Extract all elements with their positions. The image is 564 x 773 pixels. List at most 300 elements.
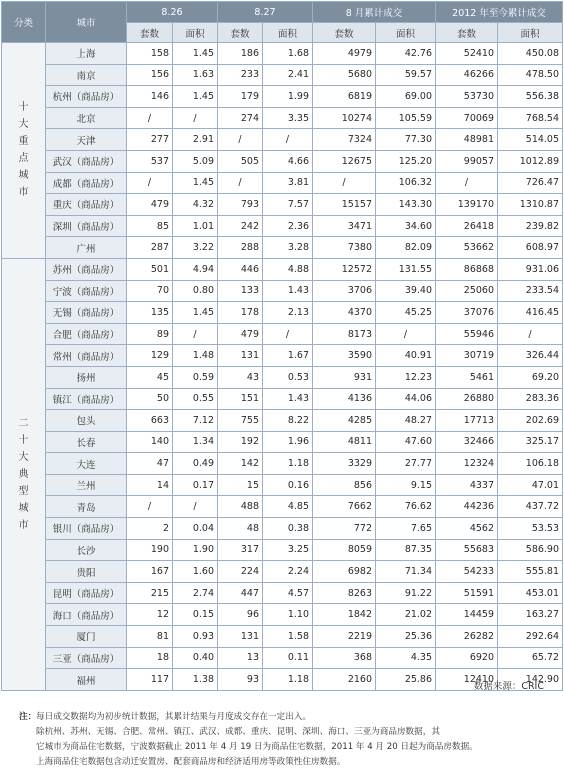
cell-units: 44236 <box>436 496 498 518</box>
section-label-char: 大 <box>18 451 29 463</box>
city-name: 广州 <box>46 237 127 259</box>
cell-units: 856 <box>313 474 376 496</box>
cell-area: 4.57 <box>263 582 313 604</box>
cell-units: 8059 <box>313 539 376 561</box>
notes <box>19 710 556 770</box>
cell-units: 10274 <box>313 107 376 129</box>
cell-area: 77.30 <box>376 129 436 151</box>
table-row <box>2 518 563 540</box>
cell-units: 488 <box>218 496 263 518</box>
cell-units: 793 <box>218 194 263 216</box>
cell-units: 215 <box>127 582 173 604</box>
cell-units: 46266 <box>436 64 498 86</box>
table-row <box>2 474 563 496</box>
table-row <box>2 345 563 367</box>
cell-units: 6920 <box>436 647 498 669</box>
section-label-char: 点 <box>18 153 29 165</box>
cell-units: 139170 <box>436 194 498 216</box>
cell-area: 106.18 <box>498 453 563 475</box>
city-name: 三亚（商品房） <box>46 647 127 669</box>
cell-units: 479 <box>218 323 263 345</box>
cell-area: 0.59 <box>173 366 218 388</box>
table-row <box>2 647 563 669</box>
cell-area: 1.48 <box>173 345 218 367</box>
table-row <box>2 64 563 86</box>
cell-units: / <box>127 496 173 518</box>
city-name: 包头 <box>46 410 127 432</box>
cell-area: 131.55 <box>376 258 436 280</box>
cell-units: 2160 <box>313 669 376 691</box>
header-row <box>2 2 563 23</box>
cell-units: 186 <box>218 43 263 65</box>
table-row <box>2 302 563 324</box>
cell-units: 131 <box>218 345 263 367</box>
cell-units: 7324 <box>313 129 376 151</box>
table-row <box>2 280 563 302</box>
cell-units: 192 <box>218 431 263 453</box>
cell-units: 140 <box>127 431 173 453</box>
city-name: 无锡（商品房） <box>46 302 127 324</box>
cell-area: 163.27 <box>498 604 563 626</box>
table-row <box>2 626 563 648</box>
city-name: 海口（商品房） <box>46 604 127 626</box>
cell-units: 446 <box>218 258 263 280</box>
cell-area: 25.86 <box>376 669 436 691</box>
cell-units: / <box>127 172 173 194</box>
cell-area: 0.93 <box>173 626 218 648</box>
city-name: 贵阳 <box>46 561 127 583</box>
cell-units: 14459 <box>436 604 498 626</box>
table-row <box>2 107 563 129</box>
cell-units: 287 <box>127 237 173 259</box>
city-name: 青岛 <box>46 496 127 518</box>
cell-units: / <box>436 172 498 194</box>
cell-units: 45 <box>127 366 173 388</box>
cell-area: 283.36 <box>498 388 563 410</box>
cell-units: 6982 <box>313 561 376 583</box>
cell-area: 2.74 <box>173 582 218 604</box>
cell-area: 39.40 <box>376 280 436 302</box>
city-name: 南京 <box>46 64 127 86</box>
cell-units: 142 <box>218 453 263 475</box>
cell-units: 12675 <box>313 150 376 172</box>
cell-units: 26418 <box>436 215 498 237</box>
table-row <box>2 129 563 151</box>
cell-area: 69.00 <box>376 86 436 108</box>
cell-units: 47 <box>127 453 173 475</box>
table-row <box>2 604 563 626</box>
cell-units: 15 <box>218 474 263 496</box>
cell-units: 48981 <box>436 129 498 151</box>
cell-area: 608.97 <box>498 237 563 259</box>
cell-area: 1.96 <box>263 431 313 453</box>
cell-area: / <box>376 323 436 345</box>
cell-units: 55683 <box>436 539 498 561</box>
city-name: 长春 <box>46 431 127 453</box>
cell-units: 274 <box>218 107 263 129</box>
cell-units: 117 <box>127 669 173 691</box>
cell-units: 4562 <box>436 518 498 540</box>
cell-area: 7.65 <box>376 518 436 540</box>
cell-area: 1.67 <box>263 345 313 367</box>
cell-units: 12 <box>127 604 173 626</box>
cell-units: 479 <box>127 194 173 216</box>
cell-area: 1.43 <box>263 388 313 410</box>
table-row <box>2 86 563 108</box>
cell-units: 54233 <box>436 561 498 583</box>
cell-area: 106.32 <box>376 172 436 194</box>
cell-units: 133 <box>218 280 263 302</box>
cell-area: 2.24 <box>263 561 313 583</box>
cell-area: 47.01 <box>498 474 563 496</box>
cell-area: 2.41 <box>263 64 313 86</box>
table-row <box>2 215 563 237</box>
cell-area: 586.90 <box>498 539 563 561</box>
cell-area: 3.35 <box>263 107 313 129</box>
city-name: 厦门 <box>46 626 127 648</box>
cell-area: 4.94 <box>173 258 218 280</box>
cell-area: 0.38 <box>263 518 313 540</box>
city-name: 扬州 <box>46 366 127 388</box>
cell-units: 4337 <box>436 474 498 496</box>
cell-area: 233.54 <box>498 280 563 302</box>
cell-area: 1.58 <box>263 626 313 648</box>
section-label-char: 十 <box>18 102 29 114</box>
cell-units: 26880 <box>436 388 498 410</box>
city-name: 长沙 <box>46 539 127 561</box>
cell-units: 52410 <box>436 43 498 65</box>
cell-area: 2.13 <box>263 302 313 324</box>
cell-area: 3.81 <box>263 172 313 194</box>
table-row <box>2 43 563 65</box>
cell-units: 96 <box>218 604 263 626</box>
city-name: 上海 <box>46 43 127 65</box>
cell-units: 43 <box>218 366 263 388</box>
table-row <box>2 410 563 432</box>
cell-units: 3471 <box>313 215 376 237</box>
cell-units: 89 <box>127 323 173 345</box>
cell-units: 156 <box>127 64 173 86</box>
cell-units: 2 <box>127 518 173 540</box>
cell-units: 4811 <box>313 431 376 453</box>
cell-area: 71.34 <box>376 561 436 583</box>
note-line: 上海商品住宅数据包含动迁安置房、配套商品房和经济适用房等政策性住房数据。 <box>36 757 346 767</box>
subheader-area: 面积 <box>263 23 313 43</box>
subheader-area: 面积 <box>173 23 218 43</box>
cell-area: 34.60 <box>376 215 436 237</box>
section-label <box>2 258 46 690</box>
cell-units: 30719 <box>436 345 498 367</box>
cell-area: 3.22 <box>173 237 218 259</box>
cell-area: 0.55 <box>173 388 218 410</box>
cell-area: 27.77 <box>376 453 436 475</box>
section-label-char: 大 <box>18 119 29 131</box>
header-category: 分类 <box>2 2 46 43</box>
section-label-char: 型 <box>18 485 29 497</box>
transaction-table <box>1 1 563 691</box>
cell-units: 4285 <box>313 410 376 432</box>
cell-units: 26282 <box>436 626 498 648</box>
header-group-ytd-total: 2012 年至今累计成交 <box>436 2 563 23</box>
city-name: 福州 <box>46 669 127 691</box>
city-name: 成都（商品房） <box>46 172 127 194</box>
header-city: 城市 <box>46 2 127 43</box>
cell-area: 2.36 <box>263 215 313 237</box>
cell-area: 556.38 <box>498 86 563 108</box>
table-row <box>2 561 563 583</box>
table-row <box>2 539 563 561</box>
cell-area: 1.01 <box>173 215 218 237</box>
cell-area: 4.85 <box>263 496 313 518</box>
cell-units: 233 <box>218 64 263 86</box>
cell-area: 91.22 <box>376 582 436 604</box>
cell-units: 4979 <box>313 43 376 65</box>
cell-area: 47.60 <box>376 431 436 453</box>
cell-units: 25060 <box>436 280 498 302</box>
data-source: 数据来源：CRIC <box>473 681 544 692</box>
cell-units: 14 <box>127 474 173 496</box>
cell-area: 143.30 <box>376 194 436 216</box>
note-line: 每日成交数据均为初步统计数据，其累计结果与月度成交存在一定出入。 <box>36 712 312 722</box>
cell-units: 537 <box>127 150 173 172</box>
cell-units: 12410 <box>436 669 498 691</box>
cell-units: 3590 <box>313 345 376 367</box>
cell-area: 326.44 <box>498 345 563 367</box>
table-row <box>2 258 563 280</box>
cell-area: 1.38 <box>173 669 218 691</box>
table-row <box>2 388 563 410</box>
cell-units: 178 <box>218 302 263 324</box>
cell-units: 15157 <box>313 194 376 216</box>
cell-units: 3329 <box>313 453 376 475</box>
cell-area: 1.68 <box>263 43 313 65</box>
subheader-area: 面积 <box>498 23 563 43</box>
city-name: 武汉（商品房） <box>46 150 127 172</box>
city-name: 宁波（商品房） <box>46 280 127 302</box>
cell-area: 1310.87 <box>498 194 563 216</box>
cell-area: 3.25 <box>263 539 313 561</box>
cell-area: 0.16 <box>263 474 313 496</box>
cell-units: 317 <box>218 539 263 561</box>
cell-area: 325.17 <box>498 431 563 453</box>
cell-area: 3.28 <box>263 237 313 259</box>
city-name: 大连 <box>46 453 127 475</box>
cell-area: 8.22 <box>263 410 313 432</box>
cell-units: 93 <box>218 669 263 691</box>
cell-units: 1842 <box>313 604 376 626</box>
section-label-char: 城 <box>18 170 29 182</box>
city-name: 镇江（商品房） <box>46 388 127 410</box>
cell-area: 514.05 <box>498 129 563 151</box>
table-row <box>2 172 563 194</box>
cell-units: 8263 <box>313 582 376 604</box>
cell-units: 81 <box>127 626 173 648</box>
cell-area: 0.53 <box>263 366 313 388</box>
cell-units: 505 <box>218 150 263 172</box>
cell-units: 368 <box>313 647 376 669</box>
table-row <box>2 431 563 453</box>
cell-units: 3706 <box>313 280 376 302</box>
section-label <box>2 43 46 259</box>
cell-units: 5680 <box>313 64 376 86</box>
section-label-char: 典 <box>18 468 29 480</box>
section-label-char: 二 <box>18 417 29 429</box>
city-name: 深圳（商品房） <box>46 215 127 237</box>
cell-area: 1.63 <box>173 64 218 86</box>
city-name: 兰州 <box>46 474 127 496</box>
note-line: 除杭州、苏州、无锡、合肥、常州、镇江、武汉、成都、重庆、昆明、深圳、海口、三亚为商品房数据，其 <box>36 727 440 737</box>
cell-area: 4.88 <box>263 258 313 280</box>
city-name: 北京 <box>46 107 127 129</box>
cell-units: 501 <box>127 258 173 280</box>
cell-units: 4136 <box>313 388 376 410</box>
cell-area: 21.02 <box>376 604 436 626</box>
cell-area: 45.25 <box>376 302 436 324</box>
section-label-char: 市 <box>18 187 29 199</box>
cell-area: 76.62 <box>376 496 436 518</box>
cell-units: 18 <box>127 647 173 669</box>
cell-area: 142.90 <box>498 669 563 691</box>
table-row <box>2 582 563 604</box>
city-name: 合肥（商品房） <box>46 323 127 345</box>
cell-area: 478.50 <box>498 64 563 86</box>
cell-area: 125.20 <box>376 150 436 172</box>
cell-area: 4.35 <box>376 647 436 669</box>
cell-area: 42.76 <box>376 43 436 65</box>
cell-units: 6819 <box>313 86 376 108</box>
cell-area: 59.57 <box>376 64 436 86</box>
table-row <box>2 496 563 518</box>
table-row <box>2 366 563 388</box>
cell-area: 726.47 <box>498 172 563 194</box>
table-row <box>2 150 563 172</box>
header-group-aug-total: 8 月累计成交 <box>313 2 436 23</box>
table-row <box>2 323 563 345</box>
subheader-units: 套数 <box>127 23 173 43</box>
cell-units: 17713 <box>436 410 498 432</box>
note-line: 它城市为商品住宅数据，宁波数据截止 2011 年 4 月 19 日为商品住宅数据，2011 年 4 月 20 日起为商品房数据。 <box>36 742 478 752</box>
city-name: 苏州（商品房） <box>46 258 127 280</box>
cell-units: 242 <box>218 215 263 237</box>
cell-area: 4.32 <box>173 194 218 216</box>
cell-units: 931 <box>313 366 376 388</box>
cell-area: 1.45 <box>173 43 218 65</box>
cell-area: 53.53 <box>498 518 563 540</box>
cell-units: 70069 <box>436 107 498 129</box>
cell-units: / <box>313 172 376 194</box>
cell-units: 86868 <box>436 258 498 280</box>
header-group-826: 8.26 <box>127 2 218 23</box>
cell-area: 1012.89 <box>498 150 563 172</box>
cell-area: 1.34 <box>173 431 218 453</box>
cell-area: 0.17 <box>173 474 218 496</box>
cell-units: 129 <box>127 345 173 367</box>
cell-area: 1.43 <box>263 280 313 302</box>
table-row <box>2 453 563 475</box>
cell-area: 1.90 <box>173 539 218 561</box>
cell-area: 1.18 <box>263 453 313 475</box>
cell-area: 25.36 <box>376 626 436 648</box>
cell-area: 40.91 <box>376 345 436 367</box>
cell-area: 87.35 <box>376 539 436 561</box>
cell-units: 70 <box>127 280 173 302</box>
section-label-char: 城 <box>18 502 29 514</box>
cell-units: 8173 <box>313 323 376 345</box>
cell-area: 7.57 <box>263 194 313 216</box>
cell-area: 0.04 <box>173 518 218 540</box>
cell-area: 1.18 <box>263 669 313 691</box>
cell-area: / <box>173 107 218 129</box>
cell-units: 12572 <box>313 258 376 280</box>
cell-area: 768.54 <box>498 107 563 129</box>
cell-units: 99057 <box>436 150 498 172</box>
subheader-area: 面积 <box>376 23 436 43</box>
city-name: 天津 <box>46 129 127 151</box>
cell-units: 131 <box>218 626 263 648</box>
cell-area: 9.15 <box>376 474 436 496</box>
cell-area: 1.10 <box>263 604 313 626</box>
cell-units: 151 <box>218 388 263 410</box>
section-label-char: 重 <box>18 136 29 148</box>
cell-area: 4.66 <box>263 150 313 172</box>
city-name: 杭州（商品房） <box>46 86 127 108</box>
section-label-char: 市 <box>18 519 29 531</box>
cell-area: 1.45 <box>173 86 218 108</box>
cell-area: 239.82 <box>498 215 563 237</box>
cell-area: 0.40 <box>173 647 218 669</box>
cell-area: 202.69 <box>498 410 563 432</box>
cell-units: 190 <box>127 539 173 561</box>
cell-area: 7.12 <box>173 410 218 432</box>
cell-area: 1.45 <box>173 302 218 324</box>
section-label-char: 十 <box>18 434 29 446</box>
cell-area: 0.80 <box>173 280 218 302</box>
cell-area: 450.08 <box>498 43 563 65</box>
cell-units: 167 <box>127 561 173 583</box>
cell-units: 772 <box>313 518 376 540</box>
cell-area: 555.81 <box>498 561 563 583</box>
cell-units: 224 <box>218 561 263 583</box>
cell-area: 1.99 <box>263 86 313 108</box>
cell-area: 48.27 <box>376 410 436 432</box>
cell-units: 48 <box>218 518 263 540</box>
cell-units: 37076 <box>436 302 498 324</box>
cell-area: 437.72 <box>498 496 563 518</box>
cell-units: 447 <box>218 582 263 604</box>
table-row <box>2 194 563 216</box>
cell-area: 69.20 <box>498 366 563 388</box>
cell-area: / <box>263 323 313 345</box>
cell-units: / <box>218 172 263 194</box>
cell-area: 0.15 <box>173 604 218 626</box>
cell-area: 1.45 <box>173 172 218 194</box>
cell-area: / <box>498 323 563 345</box>
cell-units: 135 <box>127 302 173 324</box>
cell-area: / <box>173 496 218 518</box>
cell-units: 179 <box>218 86 263 108</box>
cell-units: 755 <box>218 410 263 432</box>
cell-area: / <box>263 129 313 151</box>
cell-area: 1.60 <box>173 561 218 583</box>
city-name: 常州（商品房） <box>46 345 127 367</box>
cell-area: 453.01 <box>498 582 563 604</box>
cell-units: 55946 <box>436 323 498 345</box>
cell-units: 7662 <box>313 496 376 518</box>
cell-units: 53730 <box>436 86 498 108</box>
cell-units: 4370 <box>313 302 376 324</box>
cell-area: 12.23 <box>376 366 436 388</box>
cell-area: 292.64 <box>498 626 563 648</box>
